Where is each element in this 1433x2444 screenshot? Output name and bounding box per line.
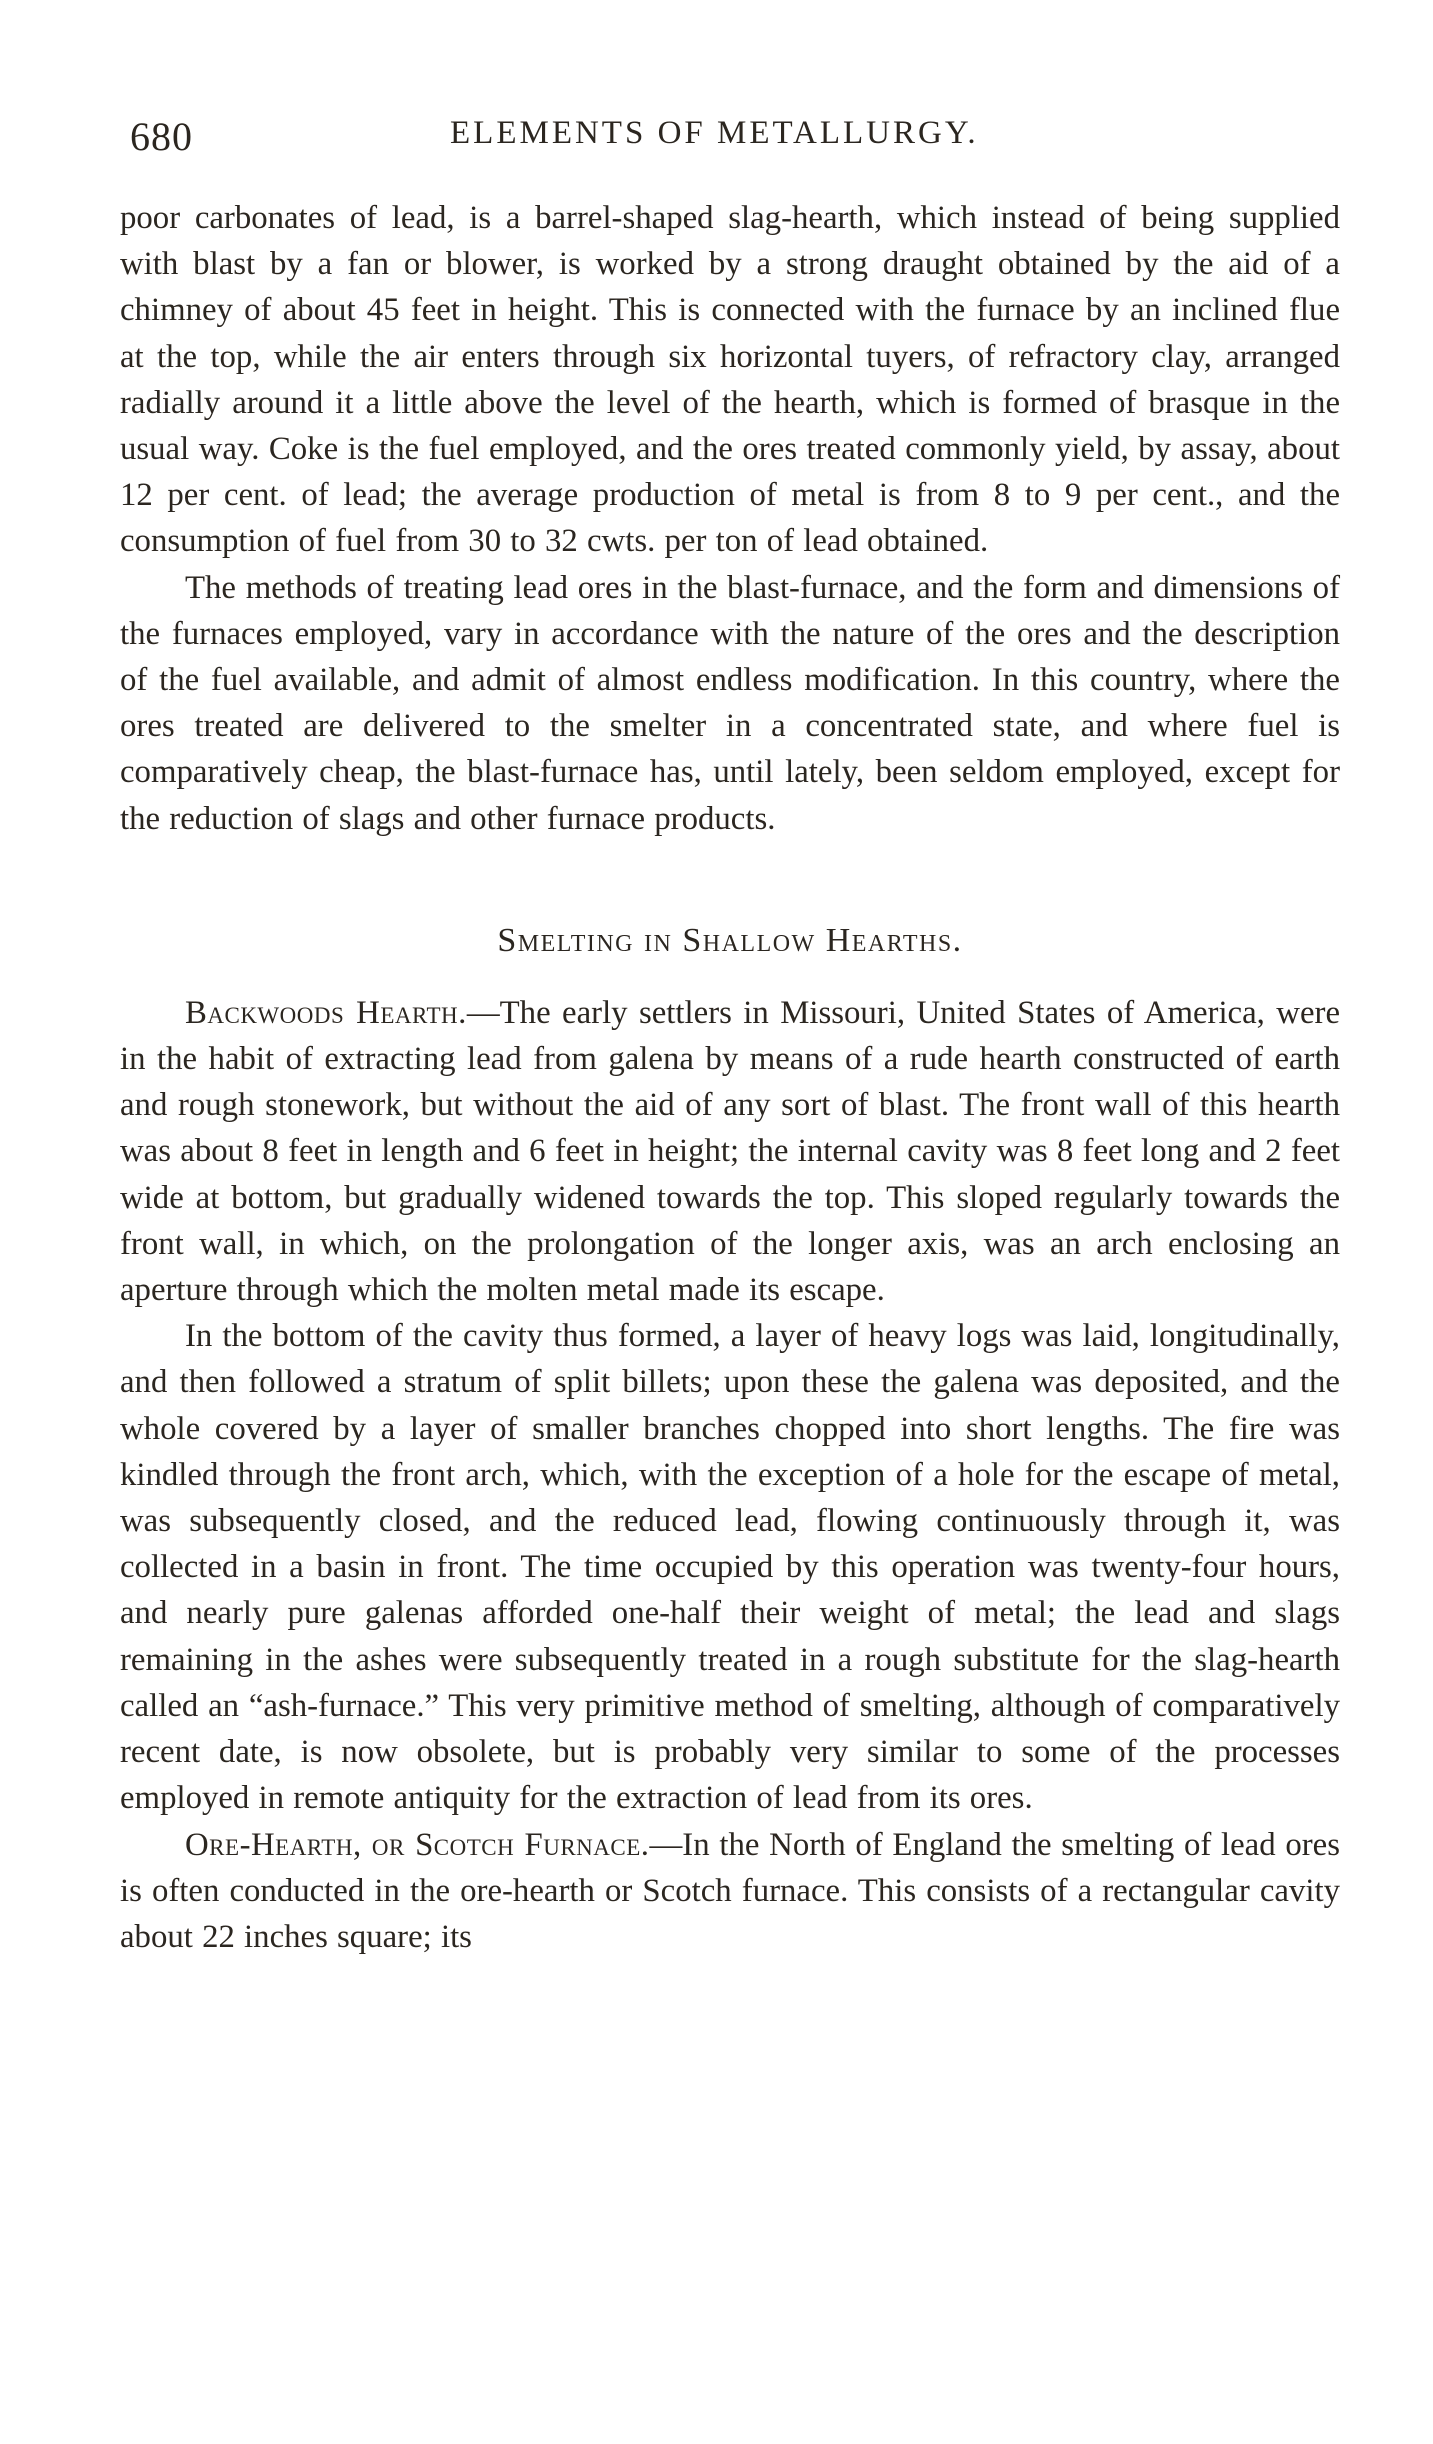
run-in-heading-backwoods-hearth: Backwoods Hearth. xyxy=(185,994,467,1031)
page-number: 680 xyxy=(130,114,193,159)
paragraph-5-text: —In the North of England the smelting of lead ores is often conducted in the ore-hearth or Scotch furnace. This consists of a rectangular cavity about 22 inches square; its xyxy=(120,1826,1340,1955)
paragraph-3-text: —The early settlers in Missouri, United States of America, were in the habit of extracting lead from galena by means of a rude hearth constructed of earth and rough stonework, but without the aid of any sort of blast. The front wall of this hearth was about 8 feet in length and 6 feet in height; the internal cavity was 8 feet long and 2 feet wide at bottom, but gradually widened towards the top. This sloped regularly towards the front wall, in which, on the prolongation of the longer axis, was an arch enclosing an aperture through which the molten metal made its escape. xyxy=(120,994,1340,1309)
paragraph-1: poor carbonates of lead, is a barrel-shaped slag-hearth, which instead of being supplied with blast by a fan or blower, is worked by a strong draught obtained by the aid of a chimney of about 45 feet in height. This is connected with the furnace by an inclined flue at the top, while the air enters through six horizontal tuyers, of refractory clay, arranged radially around it a little above the level of the hearth, which is formed of brasque in the usual way. Coke is the fuel employed, and the ores treated commonly yield, by assay, about 12 per cent. of lead; the average production of metal is from 8 to 9 per cent., and the consumption of fuel from 30 to 32 cwts. per ton of lead obtained. xyxy=(120,200,1340,560)
paragraph-5 xyxy=(120,1822,1340,1961)
running-title: ELEMENTS OF METALLURGY. xyxy=(450,115,979,151)
paragraph-4: In the bottom of the cavity thus formed, a layer of heavy logs was laid, longitudinally, and then followed a stratum of split billets; upon these the galena was deposited, and the whole covered by a layer of smaller branches chopped into short lengths. The fire was kindled through the front arch, which, with the exception of a hole for the escape of metal, was subsequently closed, and the reduced lead, flowing continuously through it, was collected in a basin in front. The time occupied by this operation was twenty-four hours, and nearly pure galenas afforded one-half their weight of metal; the lead and slags remaining in the ashes were subsequently treated in a rough substitute for the slag-hearth called an “ash-furnace.” This very primitive method of smelting, although of comparatively recent date, is now obsolete, but is probably very similar to some of the processes employed in remote antiquity for the extraction of lead from its ores. xyxy=(120,1318,1340,1817)
running-head xyxy=(120,105,1340,165)
book-page xyxy=(120,105,1340,1960)
section-heading: Smelting in Shallow Hearths. xyxy=(497,921,963,959)
run-in-heading-ore-hearth: Ore-Hearth, or Scotch Furnace. xyxy=(185,1826,650,1863)
paragraph-3 xyxy=(120,990,1340,1313)
paragraph-2: The methods of treating lead ores in the blast-furnace, and the form and dimensions of the furnaces employed, vary in accordance with the nature of the ores and the description of the fuel available, and admit of almost endless modification. In this country, where the ores treated are delivered to the smelter in a concentrated state, and where fuel is comparatively cheap, the blast-furnace has, until lately, been seldom employed, except for the reduction of slags and other furnace products. xyxy=(120,569,1340,837)
